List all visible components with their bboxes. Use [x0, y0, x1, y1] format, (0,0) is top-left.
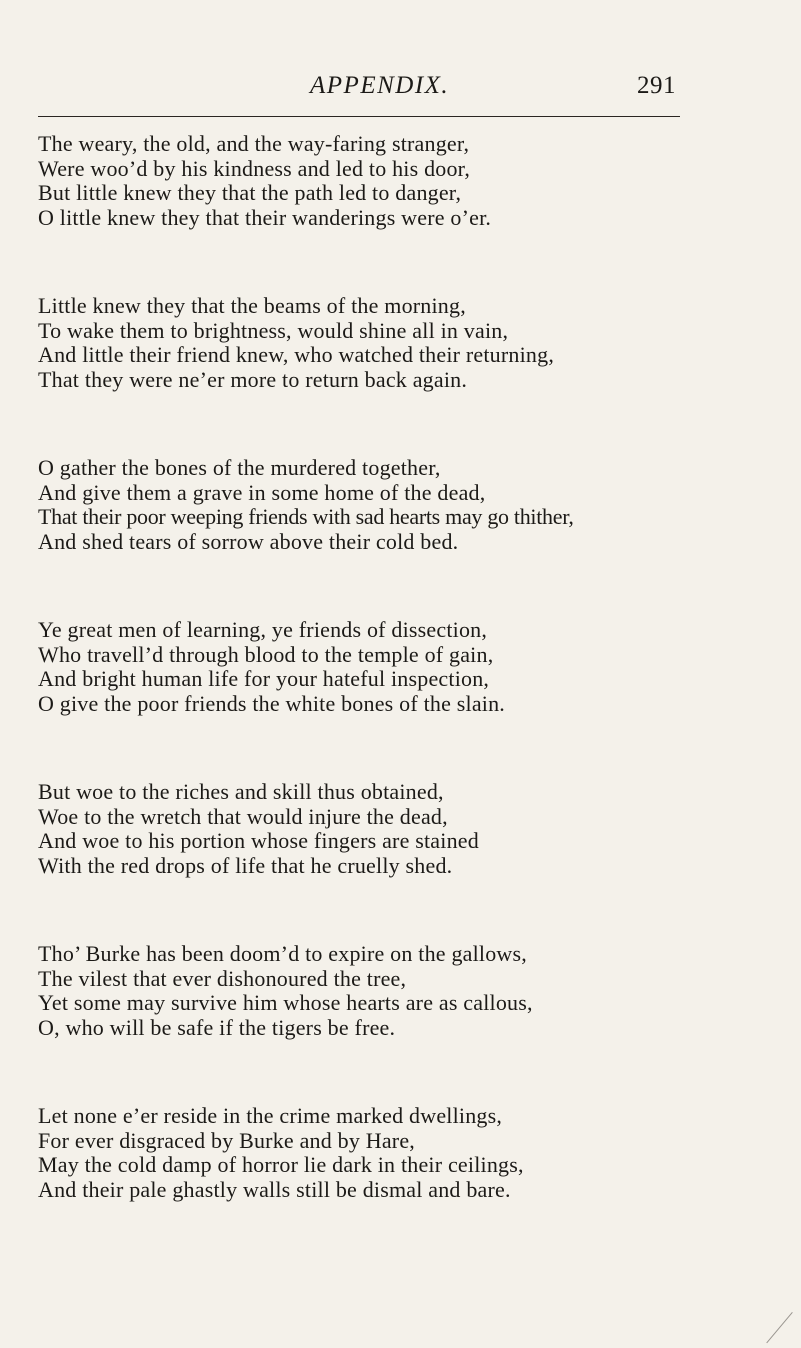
page-header	[0, 72, 801, 112]
stanza	[38, 456, 778, 618]
poem-line: That their poor weeping friends with sad hearts may go thither,	[38, 504, 574, 529]
stanza	[38, 132, 778, 294]
poem-line: And woe to his portion whose fingers are stained	[38, 828, 479, 853]
poem-line: Who travell’d through blood to the temple of gain,	[38, 641, 494, 667]
stanza	[38, 618, 778, 780]
poem-line: With the red drops of life that he cruelly shed.	[38, 852, 453, 878]
poem-line: And little their friend knew, who watched their returning,	[38, 342, 555, 367]
poem-line: May the cold damp of horror lie dark in their ceilings,	[38, 1152, 524, 1177]
poem-line: To wake them to brightness, would shine all in vain,	[38, 317, 509, 343]
poem-line: O give the poor friends the white bones of the slain.	[38, 690, 505, 716]
poem-line: Tho’ Burke has been doom’d to expire on the gallows,	[38, 941, 527, 966]
poem-line: Yet some may survive him whose hearts are as callous,	[38, 990, 533, 1015]
page-corner-mark	[766, 1312, 793, 1344]
poem-line: But woe to the riches and skill thus obtained,	[38, 779, 444, 804]
poem-line: But little knew they that the path led to danger,	[38, 180, 462, 205]
running-title: APPENDIX.	[310, 72, 450, 99]
poem-line: The vilest that ever dishonoured the tree,	[38, 965, 407, 991]
poem-line: Let none e’er reside in the crime marked dwellings,	[38, 1103, 503, 1128]
stanza	[38, 1104, 778, 1266]
poem-line: Were woo’d by his kindness and led to his door,	[38, 155, 471, 181]
poem-line: O, who will be safe if the tigers be free.	[38, 1014, 396, 1040]
poem-line: Little knew they that the beams of the morning,	[38, 293, 466, 318]
poem-line: And shed tears of sorrow above their cold bed.	[38, 528, 459, 554]
poem-line: Ye great men of learning, ye friends of dissection,	[38, 617, 488, 642]
poem-line: And their pale ghastly walls still be dismal and bare.	[38, 1176, 511, 1202]
poem	[38, 132, 778, 1266]
stanza	[38, 294, 778, 456]
poem-line: The weary, the old, and the way-faring stranger,	[38, 131, 470, 156]
stanza	[38, 780, 778, 942]
poem-line: And give them a grave in some home of the dead,	[38, 479, 486, 505]
poem-line: And bright human life for your hateful inspection,	[38, 666, 490, 691]
poem-line: O gather the bones of the murdered together,	[38, 455, 441, 480]
page-number: 291	[637, 72, 676, 99]
poem-line: For ever disgraced by Burke and by Hare,	[38, 1127, 415, 1153]
header-rule	[38, 116, 680, 117]
poem-line: That they were ne’er more to return back again.	[38, 366, 468, 392]
poem-line: O little knew they that their wanderings were o’er.	[38, 204, 492, 230]
stanza	[38, 942, 778, 1104]
poem-line: Woe to the wretch that would injure the dead,	[38, 803, 448, 829]
